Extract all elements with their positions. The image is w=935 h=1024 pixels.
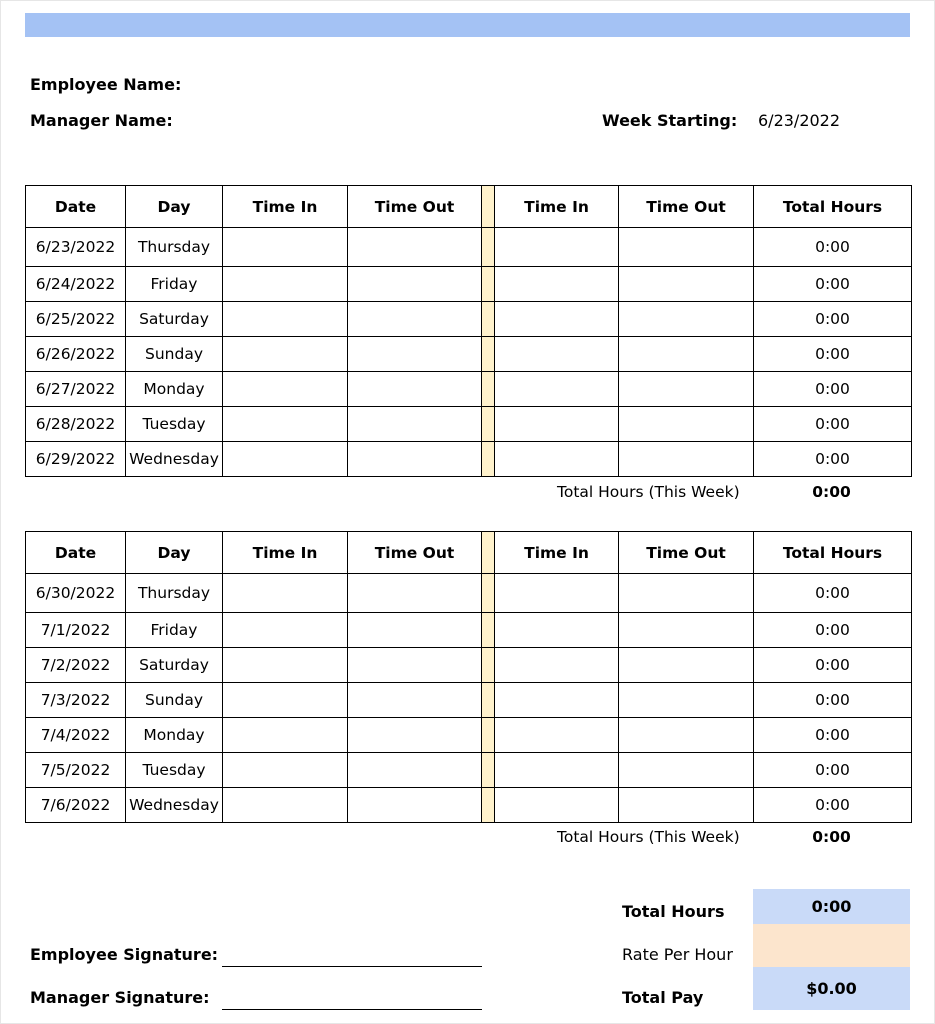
time-in-1-cell[interactable] <box>223 574 348 613</box>
total-hours-cell: 0:00 <box>754 302 912 337</box>
separator-column <box>482 532 495 574</box>
header-row <box>26 532 912 574</box>
day-cell: Saturday <box>126 302 223 337</box>
table-row <box>26 442 912 477</box>
time-out-2-cell[interactable] <box>619 372 754 407</box>
total-hours-cell: 0:00 <box>754 267 912 302</box>
separator-cell <box>482 407 495 442</box>
date-cell: 6/26/2022 <box>26 337 126 372</box>
time-out-2-cell[interactable] <box>619 753 754 788</box>
separator-column <box>482 186 495 228</box>
day-cell: Saturday <box>126 648 223 683</box>
week-1-total-value: 0:00 <box>812 483 851 501</box>
table-row <box>26 683 912 718</box>
time-out-1-cell[interactable] <box>348 267 482 302</box>
time-in-1-cell[interactable] <box>223 648 348 683</box>
time-out-1-cell[interactable] <box>348 613 482 648</box>
table-row <box>26 613 912 648</box>
header-row <box>26 186 912 228</box>
column-header-time-out-1: Time Out <box>348 186 482 228</box>
total-hours-cell: 0:00 <box>754 648 912 683</box>
day-cell: Thursday <box>126 574 223 613</box>
column-header-total-hours: Total Hours <box>754 186 912 228</box>
employee-name-label: Employee Name: <box>30 75 182 94</box>
time-out-2-cell[interactable] <box>619 228 754 267</box>
time-in-2-cell[interactable] <box>495 683 619 718</box>
time-in-2-cell[interactable] <box>495 442 619 477</box>
table-row <box>26 228 912 267</box>
date-cell: 6/25/2022 <box>26 302 126 337</box>
separator-cell <box>482 302 495 337</box>
time-out-2-cell[interactable] <box>619 337 754 372</box>
time-out-2-cell[interactable] <box>619 718 754 753</box>
date-cell: 6/30/2022 <box>26 574 126 613</box>
separator-cell <box>482 648 495 683</box>
table-row <box>26 372 912 407</box>
time-in-2-cell[interactable] <box>495 753 619 788</box>
time-out-2-cell[interactable] <box>619 683 754 718</box>
total-pay-label: Total Pay <box>622 988 704 1007</box>
date-cell: 6/23/2022 <box>26 228 126 267</box>
time-in-1-cell[interactable] <box>223 753 348 788</box>
week-2-total-label: Total Hours (This Week) <box>557 828 740 846</box>
separator-cell <box>482 683 495 718</box>
date-cell: 7/1/2022 <box>26 613 126 648</box>
total-hours-cell: 0:00 <box>754 613 912 648</box>
time-in-1-cell[interactable] <box>223 407 348 442</box>
week-2-total-value: 0:00 <box>812 828 851 846</box>
date-cell: 6/28/2022 <box>26 407 126 442</box>
time-out-2-cell[interactable] <box>619 648 754 683</box>
separator-cell <box>482 574 495 613</box>
time-out-1-cell[interactable] <box>348 302 482 337</box>
day-cell: Friday <box>126 613 223 648</box>
time-out-1-cell[interactable] <box>348 372 482 407</box>
total-hours-cell: 0:00 <box>754 442 912 477</box>
date-cell: 6/29/2022 <box>26 442 126 477</box>
day-cell: Monday <box>126 718 223 753</box>
day-cell: Sunday <box>126 683 223 718</box>
total-hours-cell: 0:00 <box>754 228 912 267</box>
time-out-1-cell[interactable] <box>348 228 482 267</box>
column-header-day: Day <box>126 532 223 574</box>
separator-cell <box>482 442 495 477</box>
total-hours-cell: 0:00 <box>754 337 912 372</box>
time-out-1-cell[interactable] <box>348 648 482 683</box>
time-in-2-cell[interactable] <box>495 228 619 267</box>
manager-signature-label: Manager Signature: <box>30 988 210 1007</box>
column-header-time-in-1: Time In <box>223 186 348 228</box>
time-out-1-cell[interactable] <box>348 718 482 753</box>
separator-cell <box>482 372 495 407</box>
week-1-total-label: Total Hours (This Week) <box>557 483 740 501</box>
time-in-2-cell[interactable] <box>495 574 619 613</box>
date-cell: 7/4/2022 <box>26 718 126 753</box>
week-starting-value[interactable]: 6/23/2022 <box>758 111 841 130</box>
day-cell: Tuesday <box>126 753 223 788</box>
date-cell: 6/24/2022 <box>26 267 126 302</box>
column-header-time-out-2: Time Out <box>619 532 754 574</box>
week-1-table <box>25 185 912 477</box>
total-hours-cell: 0:00 <box>754 407 912 442</box>
day-cell: Friday <box>126 267 223 302</box>
separator-cell <box>482 753 495 788</box>
time-in-2-cell[interactable] <box>495 302 619 337</box>
date-cell: 7/5/2022 <box>26 753 126 788</box>
time-out-1-cell[interactable] <box>348 753 482 788</box>
date-cell: 7/3/2022 <box>26 683 126 718</box>
time-in-1-cell[interactable] <box>223 442 348 477</box>
header-banner <box>25 13 910 37</box>
time-in-2-cell[interactable] <box>495 613 619 648</box>
time-out-1-cell[interactable] <box>348 788 482 823</box>
time-in-1-cell[interactable] <box>223 302 348 337</box>
time-in-2-cell[interactable] <box>495 372 619 407</box>
separator-cell <box>482 228 495 267</box>
time-out-2-cell[interactable] <box>619 574 754 613</box>
separator-cell <box>482 788 495 823</box>
time-in-1-cell[interactable] <box>223 337 348 372</box>
employee-signature-label: Employee Signature: <box>30 945 219 964</box>
day-cell: Wednesday <box>126 788 223 823</box>
time-in-2-cell[interactable] <box>495 648 619 683</box>
table-row <box>26 267 912 302</box>
time-in-1-cell[interactable] <box>223 613 348 648</box>
time-in-1-cell[interactable] <box>223 372 348 407</box>
column-header-date: Date <box>26 186 126 228</box>
column-header-time-out-2: Time Out <box>619 186 754 228</box>
manager-signature-line[interactable] <box>222 1009 482 1010</box>
date-cell: 7/6/2022 <box>26 788 126 823</box>
column-header-total-hours: Total Hours <box>754 532 912 574</box>
column-header-time-in-2: Time In <box>495 186 619 228</box>
week-starting-label: Week Starting: <box>602 111 738 130</box>
time-in-1-cell[interactable] <box>223 267 348 302</box>
table-row <box>26 574 912 613</box>
time-out-2-cell[interactable] <box>619 267 754 302</box>
date-cell: 7/2/2022 <box>26 648 126 683</box>
time-in-2-cell[interactable] <box>495 407 619 442</box>
time-in-1-cell[interactable] <box>223 683 348 718</box>
column-header-time-in-2: Time In <box>495 532 619 574</box>
day-cell: Thursday <box>126 228 223 267</box>
time-out-1-cell[interactable] <box>348 407 482 442</box>
day-cell: Monday <box>126 372 223 407</box>
time-out-2-cell[interactable] <box>619 788 754 823</box>
column-header-date: Date <box>26 532 126 574</box>
week-2-table <box>25 531 912 823</box>
separator-cell <box>482 613 495 648</box>
time-out-1-cell[interactable] <box>348 683 482 718</box>
employee-signature-line[interactable] <box>222 966 482 967</box>
date-cell: 6/27/2022 <box>26 372 126 407</box>
table-row <box>26 753 912 788</box>
table-row <box>26 407 912 442</box>
table-row <box>26 337 912 372</box>
time-out-2-cell[interactable] <box>619 302 754 337</box>
total-hours-cell: 0:00 <box>754 788 912 823</box>
time-out-2-cell[interactable] <box>619 613 754 648</box>
time-out-1-cell[interactable] <box>348 574 482 613</box>
total-hours-value: 0:00 <box>753 889 910 924</box>
total-hours-cell: 0:00 <box>754 683 912 718</box>
time-in-1-cell[interactable] <box>223 228 348 267</box>
time-in-2-cell[interactable] <box>495 337 619 372</box>
day-cell: Tuesday <box>126 407 223 442</box>
total-hours-cell: 0:00 <box>754 753 912 788</box>
rate-per-hour-input[interactable] <box>753 924 910 967</box>
day-cell: Sunday <box>126 337 223 372</box>
time-out-1-cell[interactable] <box>348 442 482 477</box>
time-out-2-cell[interactable] <box>619 442 754 477</box>
total-pay-value: $0.00 <box>753 967 910 1010</box>
column-header-day: Day <box>126 186 223 228</box>
total-hours-cell: 0:00 <box>754 574 912 613</box>
rate-per-hour-label: Rate Per Hour <box>622 945 733 964</box>
separator-cell <box>482 718 495 753</box>
separator-cell <box>482 337 495 372</box>
time-in-1-cell[interactable] <box>223 718 348 753</box>
time-in-2-cell[interactable] <box>495 788 619 823</box>
total-hours-cell: 0:00 <box>754 372 912 407</box>
day-cell: Wednesday <box>126 442 223 477</box>
total-hours-label: Total Hours <box>622 902 725 921</box>
time-in-2-cell[interactable] <box>495 718 619 753</box>
time-in-2-cell[interactable] <box>495 267 619 302</box>
manager-name-label: Manager Name: <box>30 111 173 130</box>
table-row <box>26 648 912 683</box>
time-in-1-cell[interactable] <box>223 788 348 823</box>
table-row <box>26 718 912 753</box>
time-out-1-cell[interactable] <box>348 337 482 372</box>
table-row <box>26 302 912 337</box>
time-out-2-cell[interactable] <box>619 407 754 442</box>
column-header-time-out-1: Time Out <box>348 532 482 574</box>
table-row <box>26 788 912 823</box>
column-header-time-in-1: Time In <box>223 532 348 574</box>
total-hours-cell: 0:00 <box>754 718 912 753</box>
separator-cell <box>482 267 495 302</box>
